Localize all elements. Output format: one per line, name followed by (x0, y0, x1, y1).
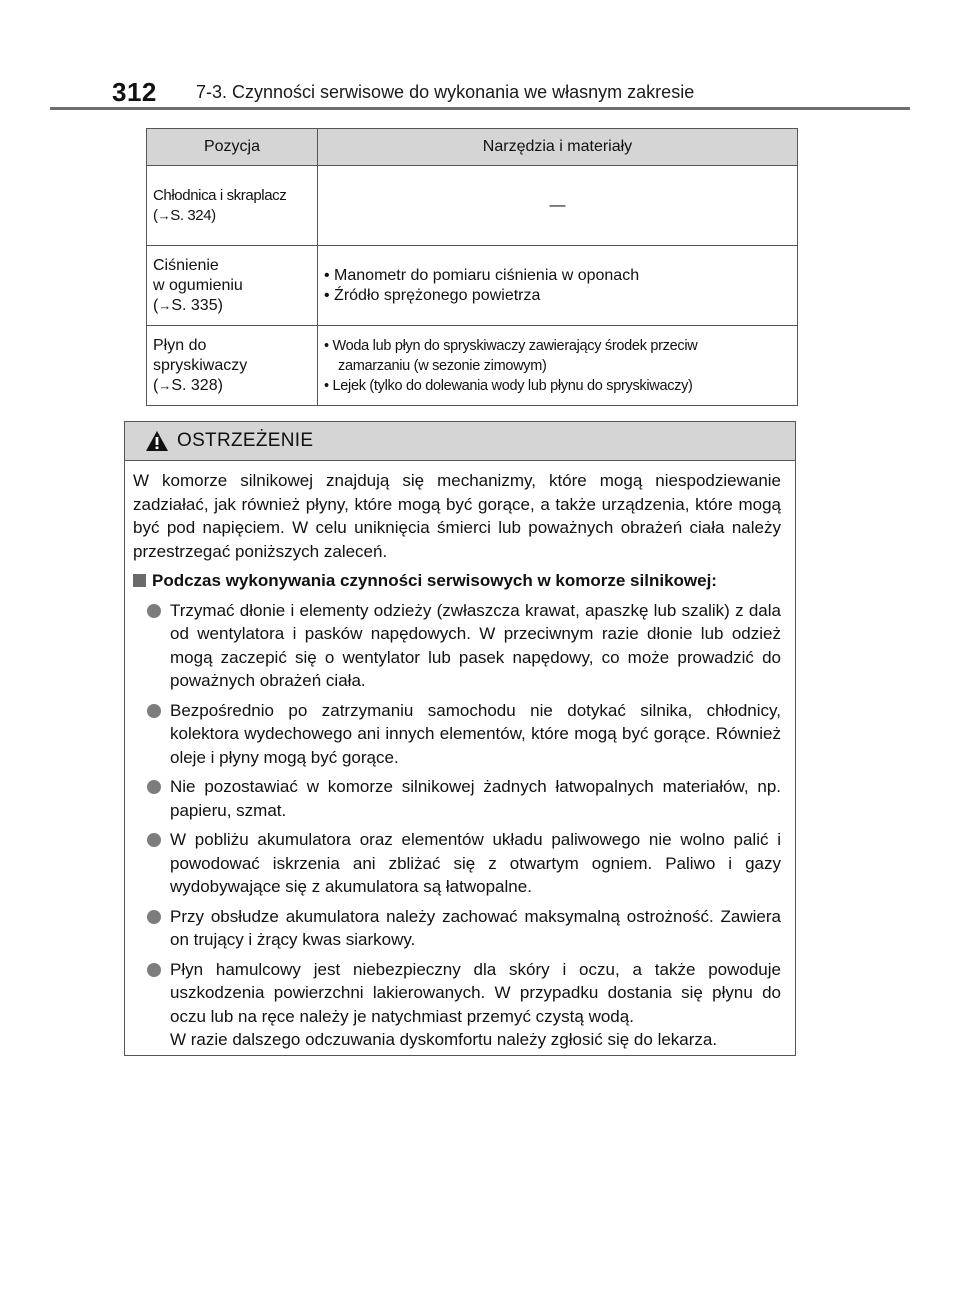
column-header-tools: Narzędzia i materiały (318, 129, 798, 166)
list-item: Bezpośrednio po zatrzymaniu samochodu nie dotykać silnika, chłodnicy, kolektora wydechowego ani innych elementów, które mogą być gorące. Również oleje i płyny mogą być gorące. (133, 699, 781, 770)
list-item: Przy obsłudze akumulatora należy zachować maksymalną ostrożność. Zawiera on trujący i żrący kwas siarkowy. (133, 905, 781, 952)
tools-cell: — (318, 166, 798, 246)
circle-bullet-icon (147, 910, 161, 924)
list-item: Trzymać dłonie i elementy odzieży (zwłaszcza krawat, apaszkę lub szalik) z dala od wentylatora i pasków napędowych. W przeciwnym razie dłonie lub odzież mogą zaczepić się o wentylator lub pasek napędowy, co może prowadzić do poważnych obrażeń ciała. (133, 599, 781, 693)
item-name: Chłodnica i skraplacz (153, 186, 287, 204)
square-bullet-icon (133, 574, 146, 587)
arrow-right-icon: → (157, 207, 171, 223)
arrow-right-icon: → (158, 377, 172, 393)
header-divider (50, 107, 910, 110)
tools-cell (318, 326, 798, 406)
circle-bullet-icon (147, 704, 161, 718)
page-reference: (→S. 324) (153, 206, 216, 224)
tools-table (146, 128, 798, 406)
tool-item: • Źródło sprężonego powietrza (324, 286, 541, 304)
item-name: w ogumieniu (153, 276, 243, 294)
tool-item: • Lejek (tylko do dolewania wody lub płynu do spryskiwaczy) (324, 377, 693, 394)
tool-item-continued: zamarzaniu (w sezonie zimowym) (338, 357, 547, 374)
item-cell (147, 246, 318, 326)
page-reference: (→S. 328) (153, 376, 223, 394)
column-header-item: Pozycja (147, 129, 318, 166)
table-row (147, 246, 798, 326)
list-item: W pobliżu akumulatora oraz elementów układu paliwowego nie wolno palić i powodować iskrzenia ani zbliżać się z otwartym ogniem. Paliwo i gazy wydobywające się z akumulatora są łatwopalne. (133, 828, 781, 899)
circle-bullet-icon (147, 833, 161, 847)
warning-triangle-icon (145, 430, 169, 452)
table-row (147, 326, 798, 406)
circle-bullet-icon (147, 780, 161, 794)
tool-item: • Manometr do pomiaru ciśnienia w oponach (324, 266, 640, 284)
arrow-right-icon: → (158, 297, 172, 313)
item-cell (147, 166, 318, 246)
page-reference: (→S. 335) (153, 296, 223, 314)
list-item: Nie pozostawiać w komorze silnikowej żadnych łatwopalnych materiałów, np. papieru, szmat. (133, 775, 781, 822)
table-header-row (147, 129, 798, 166)
warning-body (125, 461, 795, 1052)
item-cell (147, 326, 318, 406)
circle-bullet-icon (147, 963, 161, 977)
table-row (147, 166, 798, 246)
chapter-title: 7-3. Czynności serwisowe do wykonania we własnym zakresie (196, 81, 695, 102)
item-name: Płyn do (153, 336, 207, 354)
list-item: Płyn hamulcowy jest niebezpieczny dla skóry i oczu, a także powoduje uszkodzenia powierzchni lakierowanych. W przypadku dostania się płynu do oczu lub na ręce należy je natychmiast przemyć czystą wodą. W razie dalszego odczuwania dyskomfortu należy zgłosić się do lekarza. (133, 958, 781, 1052)
tool-item: • Woda lub płyn do spryskiwaczy zawierający środek przeciw (324, 337, 698, 354)
page-number: 312 (112, 76, 157, 107)
page-header (112, 74, 912, 110)
warning-title: OSTRZEŻENIE (177, 430, 314, 451)
section-heading: Podczas wykonywania czynności serwisowych w komorze silnikowej: (133, 569, 781, 593)
warning-intro: W komorze silnikowej znajdują się mechanizmy, które mogą niespodziewanie zadziałać, jak również płyny, które mogą być gorące, a także urządzenia, które mogą być pod napięciem. W celu uniknięcia śmierci lub poważnych obrażeń ciała należy przestrzegać poniższych zaleceń. (133, 471, 781, 561)
circle-bullet-icon (147, 604, 161, 618)
item-name: Ciśnienie (153, 256, 219, 274)
item-name: spryskiwaczy (153, 356, 248, 374)
warning-box (124, 421, 796, 1056)
tools-cell (318, 246, 798, 326)
warning-header (125, 422, 795, 461)
